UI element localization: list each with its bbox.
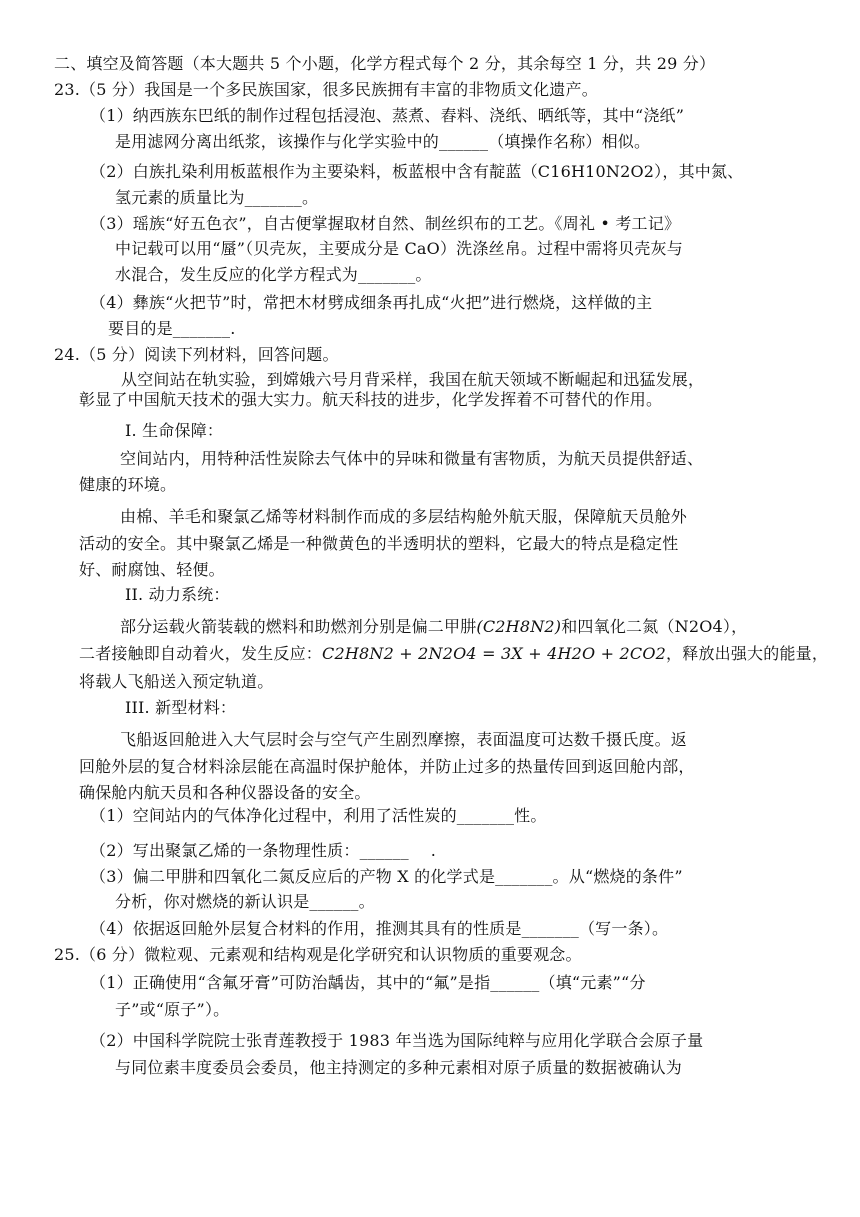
q24-heading-life: I. 生命保障： [125, 421, 224, 440]
q24-part2-text: （2）写出聚氯乙烯的一条物理性质：______ [90, 841, 409, 860]
q24-s3-line3: 将载人飞船送入预定轨道。 [79, 672, 274, 691]
q25-stem: 25.（6 分）微粒观、元素观和结构观是化学研究和认识物质的重要观念。 [54, 945, 582, 964]
q24-part1: （1）空间站内的气体净化过程中，利用了活性炭的_______性。 [90, 806, 547, 825]
section-header: 二、填空及简答题（本大题共 5 个小题，化学方程式每个 2 分，其余每空 1 分，共 29 分） [54, 54, 716, 73]
q23-part2-line1: （2）白族扎染利用板蓝根作为主要染料，板蓝根中含有靛蓝（C16H10N2O2），其中氮、 [90, 162, 744, 181]
q24-s2-line1: 由棉、羊毛和聚氯乙烯等材料制作而成的多层结构舱外航天服，保障航天员舱外 [120, 507, 688, 526]
q24-s1-line1: 空间站内，用特种活性炭除去气体中的异味和微量有害物质，为航天员提供舒适、 [120, 449, 704, 468]
q24-s3-line1-text-a: 部分运载火箭装载的燃料和助燃剂分别是偏二甲肼 [120, 617, 477, 636]
q24-s3-line1 [120, 616, 747, 638]
q25-part1-line1: （1）正确使用“含氟牙膏”可防治龋齿，其中的“氟”是指______（填“元素”“分 [90, 973, 646, 992]
reaction-equation: C2H8N2 + 2N2O4 = 3X + 4H2O + 2CO2 [322, 644, 667, 663]
q23-part3-line1: （3）瑶族“好五色衣”，自古便掌握取材自然、制丝织布的工艺。《周礼 • 考工记》 [90, 214, 681, 233]
q24-part2-dot: . [430, 841, 437, 860]
q23-part3-line3: 水混合，发生反应的化学方程式为_______。 [115, 265, 432, 284]
q23-part3-line2: 中记载可以用“蜃”（贝壳灰，主要成分是 CaO）洗涤丝帛。过程中需将贝壳灰与 [115, 239, 683, 258]
q24-stem: 24.（5 分）阅读下列材料，回答问题。 [54, 345, 339, 364]
q24-s4-line3: 确保舱内航天员和各种仪器设备的安全。 [79, 783, 371, 802]
q23-stem: 23.（5 分）我国是一个多民族国家，很多民族拥有丰富的非物质文化遗产。 [54, 80, 598, 99]
q24-part3-line1: （3）偏二甲肼和四氧化二氮反应后的产物 X 的化学式是_______。从“燃烧的条件” [90, 867, 683, 886]
q24-s2-line2: 活动的安全。其中聚氯乙烯是一种微黄色的半透明状的塑料，它最大的特点是稳定性 [79, 534, 679, 553]
q25-part1-line2: 子”或“原子”）。 [115, 1000, 230, 1019]
q25-part2-line2: 与同位素丰度委员会委员，他主持测定的多种元素相对原子质量的数据被确认为 [115, 1058, 683, 1077]
q24-intro-line2: 彰显了中国航天技术的强大实力。航天科技的进步，化学发挥着不可替代的作用。 [79, 390, 663, 409]
q24-s2-line3: 好、耐腐蚀、轻便。 [79, 560, 225, 579]
q24-s1-line2: 健康的环境。 [79, 475, 177, 494]
formula-udmh: (C2H8N2) [476, 617, 562, 636]
q24-s3-line2-text-a: 二者接触即自动着火，发生反应： [79, 644, 323, 663]
q23-part4-line2: 要目的是_______. [108, 319, 236, 338]
q24-s3-line2-text-c: ，释放出强大的能量， [666, 644, 829, 663]
q24-part4: （4）依据返回舱外层复合材料的作用，推测其具有的性质是_______（写一条）。 [90, 919, 669, 938]
q24-intro-line1: 从空间站在轨实验，到嫦娥六号月背采样，我国在航天领域不断崛起和迅猛发展， [121, 370, 705, 389]
q24-heading-material: III. 新型材料： [125, 698, 237, 717]
q24-part2 [90, 840, 436, 862]
q24-s3-line2 [79, 643, 828, 665]
q24-s4-line1: 飞船返回舱进入大气层时会与空气产生剧烈摩擦，表面温度可达数千摄氏度。返 [120, 730, 688, 749]
q24-heading-power: II. 动力系统： [125, 585, 230, 604]
q24-part3-line2: 分析，你对燃烧的新认识是______。 [115, 892, 375, 911]
q24-s4-line2: 回舱外层的复合材料涂层能在高温时保护舱体，并防止过多的热量传回到返回舱内部， [79, 757, 695, 776]
q23-part2-line2: 氢元素的质量比为_______。 [115, 188, 319, 207]
q25-part2-line1: （2）中国科学院院士张青莲教授于 1983 年当选为国际纯粹与应用化学联合会原子量 [90, 1031, 704, 1050]
q23-part1-line1: （1）纳西族东巴纸的制作过程包括浸泡、蒸煮、舂料、浇纸、晒纸等，其中“浇纸” [90, 106, 685, 125]
q23-part1-line2: 是用滤网分离出纸浆，该操作与化学实验中的______（填操作名称）相似。 [115, 132, 651, 151]
q23-part4-line1: （4）彝族“火把节”时，常把木材劈成细条再扎成“火把”进行燃烧，这样做的主 [90, 293, 653, 312]
q24-s3-line1-text-c: 和四氧化二氮（N2O4）， [561, 617, 748, 636]
